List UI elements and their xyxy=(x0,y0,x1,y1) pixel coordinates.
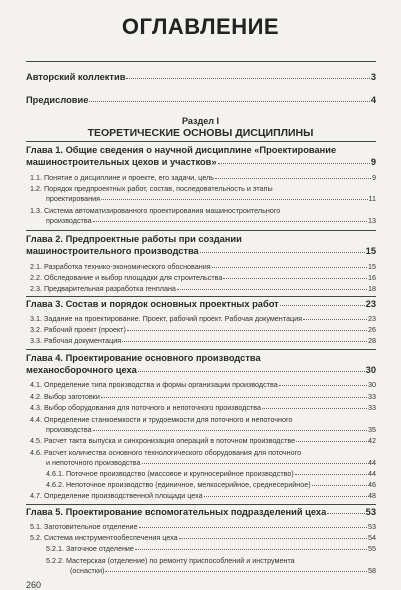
dot-leader xyxy=(127,330,367,331)
dot-leader xyxy=(179,538,367,539)
section-4-3[interactable]: 4.3. Выбор оборудования для поточного и непоточного производства 33 xyxy=(30,403,376,412)
dot-leader xyxy=(212,267,367,268)
dot-leader xyxy=(200,252,365,253)
dot-leader xyxy=(142,463,367,464)
part-label: Раздел I xyxy=(182,116,219,126)
section-3-2[interactable]: 3.2. Рабочий проект (проект) 26 xyxy=(30,325,376,334)
dot-leader xyxy=(295,474,367,475)
section-4-7[interactable]: 4.7. Определение производственной площади цеха 48 xyxy=(30,491,376,500)
section-1-3[interactable]: 1.3. Система автоматизированного проектирования машиностроительного xyxy=(30,206,281,215)
dot-leader xyxy=(215,178,371,179)
dot-leader xyxy=(101,397,367,398)
page-number: 260 xyxy=(26,580,42,590)
divider xyxy=(26,296,376,297)
dot-leader xyxy=(312,485,367,486)
section-4-2[interactable]: 4.2. Выбор заготовки 33 xyxy=(30,392,376,401)
dot-leader xyxy=(89,101,369,102)
dot-leader xyxy=(177,289,367,290)
section-1-3-cont[interactable]: производства 13 xyxy=(46,216,376,225)
section-4-6-cont[interactable]: и непоточного производства 44 xyxy=(46,458,376,467)
subsection-5-2-2-cont[interactable]: (оснастки) 58 xyxy=(70,566,376,575)
divider xyxy=(26,349,376,350)
chapter-2-title[interactable]: Глава 2. Предпроектные работы при создании xyxy=(26,234,242,244)
chapter-3-entry[interactable]: Глава 3. Состав и порядок основных проектных работ 23 xyxy=(26,299,376,309)
section-5-1[interactable]: 5.1. Заготовительное отделение 53 xyxy=(30,522,376,531)
section-4-4[interactable]: 4.4. Определение станкоемкости и трудоемкости для поточного и непоточного xyxy=(30,415,293,424)
section-4-4-cont[interactable]: производства 35 xyxy=(46,425,376,434)
section-1-2-cont[interactable]: проектирования 11 xyxy=(46,194,376,203)
subsection-4-6-2[interactable]: 4.6.2. Непоточное производство (единичное, мелкосерийное, среднесерийное) 46 xyxy=(46,480,376,489)
subsection-5-2-2[interactable]: 5.2.2. Мастерская (отделение) по ремонту приспособлений и инструмента xyxy=(46,556,295,565)
dot-leader xyxy=(279,385,367,386)
divider xyxy=(26,141,376,142)
part-title: ТЕОРЕТИЧЕСКИЕ ОСНОВЫ ДИСЦИПЛИНЫ xyxy=(87,127,314,139)
dot-leader xyxy=(138,371,365,372)
dot-leader xyxy=(204,496,367,497)
dot-leader xyxy=(135,549,367,550)
section-4-6[interactable]: 4.6. Расчет количества основного технологического оборудования для поточного xyxy=(30,448,302,457)
chapter-1-title[interactable]: Глава 1. Общие сведения о научной дисциплине «Проектирование xyxy=(26,145,337,155)
toc-entry-preface[interactable]: Предисловие 4 xyxy=(26,95,376,105)
section-2-1[interactable]: 2.1. Разработка технико-экономического обоснования 15 xyxy=(30,262,376,271)
dot-leader xyxy=(327,513,364,514)
dot-leader xyxy=(218,163,370,164)
chapter-5-entry[interactable]: Глава 5. Проектирование вспомогательных подразделений цеха 53 xyxy=(26,507,376,517)
chapter-4-title[interactable]: Глава 4. Проектирование основного производства xyxy=(26,353,261,363)
dot-leader xyxy=(303,319,367,320)
subsection-5-2-1[interactable]: 5.2.1. Заточное отделение 55 xyxy=(46,544,376,553)
divider xyxy=(26,61,376,62)
dot-leader xyxy=(101,199,368,200)
dot-leader xyxy=(296,441,367,442)
dot-leader xyxy=(223,278,367,279)
section-3-1[interactable]: 3.1. Задание на проектирование. Проект, рабочий проект. Рабочая документация 23 xyxy=(30,314,376,323)
chapter-2-entry[interactable]: машиностроительного производства 15 xyxy=(26,246,376,256)
section-4-1[interactable]: 4.1. Определение типа производства и формы организации производства 30 xyxy=(30,380,376,389)
toc-title: ОГЛАВЛЕНИЕ xyxy=(121,14,280,39)
divider xyxy=(26,230,376,231)
section-5-2[interactable]: 5.2. Система инструментообеспечения цеха 54 xyxy=(30,533,376,542)
dot-leader xyxy=(139,527,367,528)
chapter-4-entry[interactable]: механосборочного цеха 30 xyxy=(26,365,376,375)
toc-entry-authors[interactable]: Авторский коллектив 3 xyxy=(26,72,376,82)
dot-leader xyxy=(126,78,369,79)
section-1-1[interactable]: 1.1. Понятие о дисциплине и проекте, его задачи, цель 9 xyxy=(30,173,376,182)
dot-leader xyxy=(93,430,367,431)
section-4-5[interactable]: 4.5. Расчет такта выпуска и синхронизация операций в поточном производстве 42 xyxy=(30,436,376,445)
subsection-4-6-1[interactable]: 4.6.1. Поточное производство (массовое и крупносерийное производство) 44 xyxy=(46,469,376,478)
dot-leader xyxy=(93,221,367,222)
chapter-1-entry[interactable]: машиностроительных цехов и участков» 9 xyxy=(26,157,376,167)
section-1-2[interactable]: 1.2. Порядок предпроектных работ, состав, последовательность и этапы xyxy=(30,184,273,193)
dot-leader xyxy=(122,341,367,342)
divider xyxy=(26,504,376,505)
section-3-3[interactable]: 3.3. Рабочая документация 28 xyxy=(30,336,376,345)
section-2-3[interactable]: 2.3. Предварительная разработка генплана 18 xyxy=(30,284,376,293)
dot-leader xyxy=(105,571,367,572)
dot-leader xyxy=(262,408,367,409)
dot-leader xyxy=(280,305,365,306)
section-2-2[interactable]: 2.2. Обследование и выбор площадки для строительства 16 xyxy=(30,273,376,282)
